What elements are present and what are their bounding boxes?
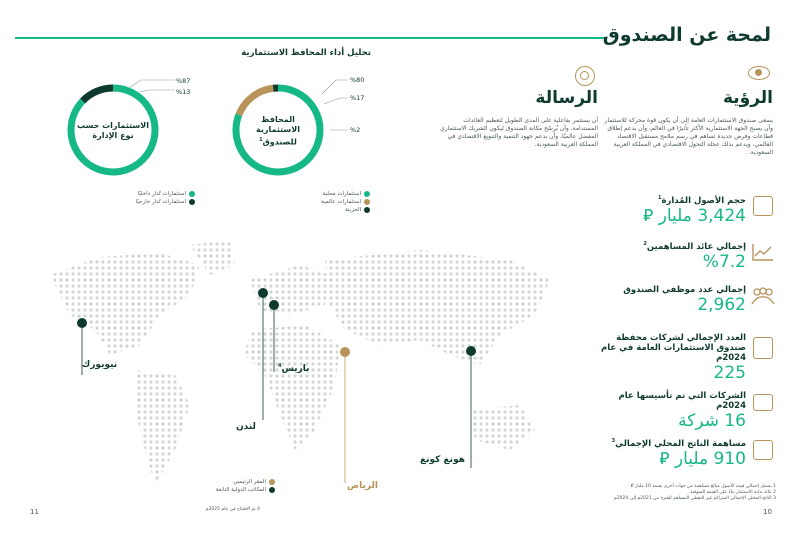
page-number-left: 11 [30, 508, 39, 516]
mission-text: أن يستثمر بفاعلية على المدى الطويل لتعظيم العائدات المستدامة، وأن يُرسّخ مكانة الصندوق ليكون الشريك الاستثماري المفضل عالميًا، وأن يدعم جهود التنمية والتنويع الاقتصادي في المملكة العربية السعودية. [440, 117, 598, 148]
portfolio-pct-treasury: %2 [350, 126, 361, 134]
stat-sup: 3 [611, 438, 616, 444]
stat-label: العدد الإجمالي لشركات محفظة صندوق الاستثمارات العامة في عام 2024م [601, 333, 746, 363]
page-number-right: 10 [763, 508, 772, 516]
footnote: 3 الناتج المحلي الإجمالي المتراكم غير النفطي المساهم للفترة من 2021م إلى 2024م [614, 496, 776, 501]
portfolio-pct-local: %80 [350, 76, 365, 84]
legend-item [205, 478, 275, 486]
city-paris-sup: 4 [278, 363, 282, 369]
management-pct-internal: %87 [176, 77, 191, 85]
footnote: 2 عائد بداية الاستثمار بناءً على القيمة السوقية [690, 490, 776, 495]
stat-label: الشركات التي تم تأسيسها عام 2024م [618, 391, 746, 411]
legend-label: استثمارات محلية [322, 191, 361, 197]
mission-title: الرسالة [535, 88, 598, 108]
legend-item [205, 486, 275, 494]
footnote: 1 يشمل إجمالي قيمة الأصول مبالغ مساهمة من جهات أخرى بقيمة 10 مليار ⃁ [630, 484, 776, 489]
stat-label: حجم الأصول المُدارة [661, 195, 746, 206]
stat-label: إجمالي عائد المساهمين [646, 241, 746, 252]
portfolio-pct-global: %17 [350, 94, 365, 102]
legend-label: استثمارات تُدار خارجيًا [135, 199, 186, 205]
stat-label: إجمالي عدد موظفي الصندوق [623, 285, 746, 295]
legend-label: الخزينة [345, 207, 361, 213]
stat-label: مساهمة الناتج المحلي الإجمالي [615, 438, 746, 449]
stat-value: 910 مليار ⃁ [659, 448, 746, 469]
management-pct-external: %13 [176, 88, 191, 96]
city-paris-label: باريس [281, 364, 310, 374]
analysis-title: تحليل أداء المحافظ الاستثمارية [241, 48, 371, 58]
legend-label: المكاتب الدولية التابعة [215, 487, 266, 493]
legend-label: استثمارات عالمية [321, 199, 361, 205]
legend-label: المقر الرئيسي [233, 479, 266, 485]
vision-text: يسعى صندوق الاستثمارات العامة إلى أن يكون قوة محركة للاستثمار وأن يصبح الجهة الاستثمارية الأكثر تأثيرًا في العالم، وأن يدعم إطلاق قطاعات وفرص جديدة تساهم في رسم ملامح مستقبل الاقتصاد العالمي، ويدعم بذلك عجلة التحول الاقتصادي في المملكة العربية السعودية. [604, 117, 773, 156]
portfolio-donut-sup: 1 [259, 137, 263, 143]
management-donut-label: الاستثمارات حسب نوع الإدارة [76, 121, 149, 140]
stat-sup: 2 [643, 241, 647, 247]
legend-label: استثمارات تُدار داخليًا [137, 191, 186, 197]
vision-title: الرؤية [722, 88, 773, 108]
map-legend [205, 478, 275, 494]
stat-value: 225 [713, 363, 746, 383]
stat-value: 16 شركة [678, 411, 746, 431]
map-footnote: 4 تم الافتتاح في عام 2025م [205, 507, 260, 512]
stat-value: 3,424 مليار ⃁ [643, 205, 746, 226]
page-title: لمحة عن الصندوق [602, 24, 771, 46]
city-new-york: نيويورك [82, 360, 118, 370]
city-hong-kong: هونغ كونغ [420, 455, 465, 465]
city-riyadh: الرياض [347, 481, 378, 491]
portfolio-donut-text: المحافظ الاستثمارية للصندوق [256, 115, 300, 147]
city-london: لندن [236, 422, 256, 432]
stat-sup: 1 [657, 195, 662, 201]
city-paris [278, 363, 310, 374]
stat-value: %7.2 [702, 251, 746, 272]
stat-value: 2,962 [697, 295, 746, 315]
